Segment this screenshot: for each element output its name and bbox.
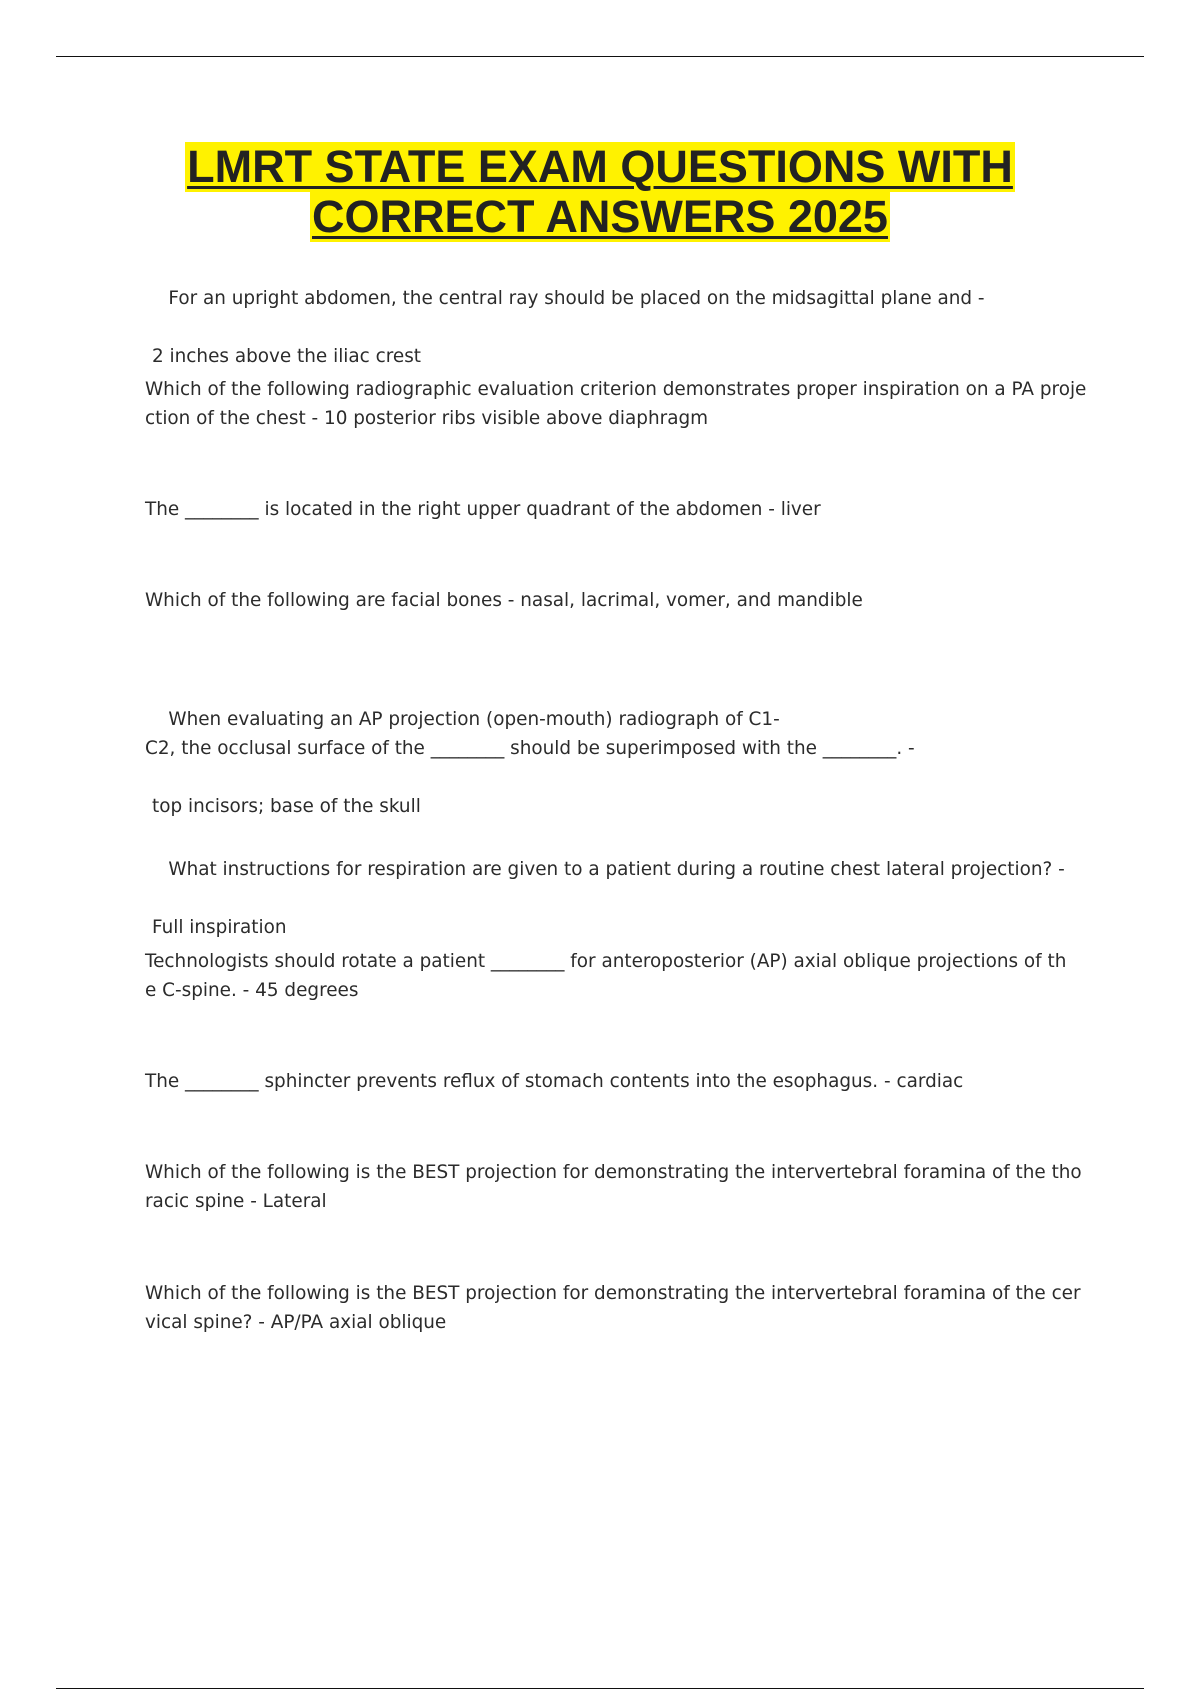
answer-text: nasal, lacrimal, vomer, and mandible xyxy=(520,590,863,611)
qa-item xyxy=(145,1279,1095,1337)
answer-text: top incisors; base of the skull xyxy=(152,796,421,817)
question-text: Which of the following is the BEST projection for demonstrating the intervertebral foramina of the cer vical spine? - xyxy=(145,1283,1081,1333)
question-text: Which of the following radiographic evaluation criterion demonstrates proper inspiration on a PA proje ction of the chest - xyxy=(145,379,1087,429)
question-text: Which of the following are facial bones - xyxy=(145,590,521,611)
question-text: When evaluating an AP projection (open-mouth) radiograph of C1- C2, the occlusal surface of the ________ should be superimposed with the ________. - xyxy=(145,709,915,759)
qa-item xyxy=(145,947,1095,1005)
answer-text: 45 degrees xyxy=(255,980,359,1001)
question-text: Technologists should rotate a patient ________ for anteroposterior (AP) axial oblique projections of th e C-spine. - xyxy=(145,951,1067,1001)
answer-text: Lateral xyxy=(262,1191,327,1212)
question-text: What instructions for respiration are given to a patient during a routine chest lateral projection? - xyxy=(168,859,1065,880)
answer-text: Full inspiration xyxy=(152,917,287,938)
title-line-2: CORRECT ANSWERS 2025 xyxy=(312,191,888,242)
qa-item xyxy=(145,586,1095,615)
answer-text: AP/PA axial oblique xyxy=(270,1312,447,1333)
question-text: For an upright abdomen, the central ray should be placed on the midsagittal plane and - xyxy=(168,288,985,309)
document-title xyxy=(56,142,1144,242)
question-text: Which of the following is the BEST projection for demonstrating the intervertebral foramina of the tho racic spine - xyxy=(145,1162,1082,1212)
answer-text: 10 posterior ribs visible above diaphragm xyxy=(324,408,709,429)
answer-text: liver xyxy=(780,499,821,520)
qa-item xyxy=(145,1067,1095,1096)
qa-item xyxy=(145,375,1095,433)
question-text: The ________ is located in the right upper quadrant of the abdomen - xyxy=(145,499,781,520)
question-text: The ________ sphincter prevents reflux of stomach contents into the esophagus. - xyxy=(145,1071,897,1092)
title-line-1: LMRT STATE EXAM QUESTIONS WITH xyxy=(187,141,1013,192)
answer-text: cardiac xyxy=(896,1071,964,1092)
answer-text: 2 inches above the iliac crest xyxy=(152,346,422,367)
qa-item xyxy=(145,1158,1095,1216)
qa-item xyxy=(145,495,1095,524)
bottom-rule xyxy=(56,1688,1144,1689)
top-rule xyxy=(56,56,1144,57)
